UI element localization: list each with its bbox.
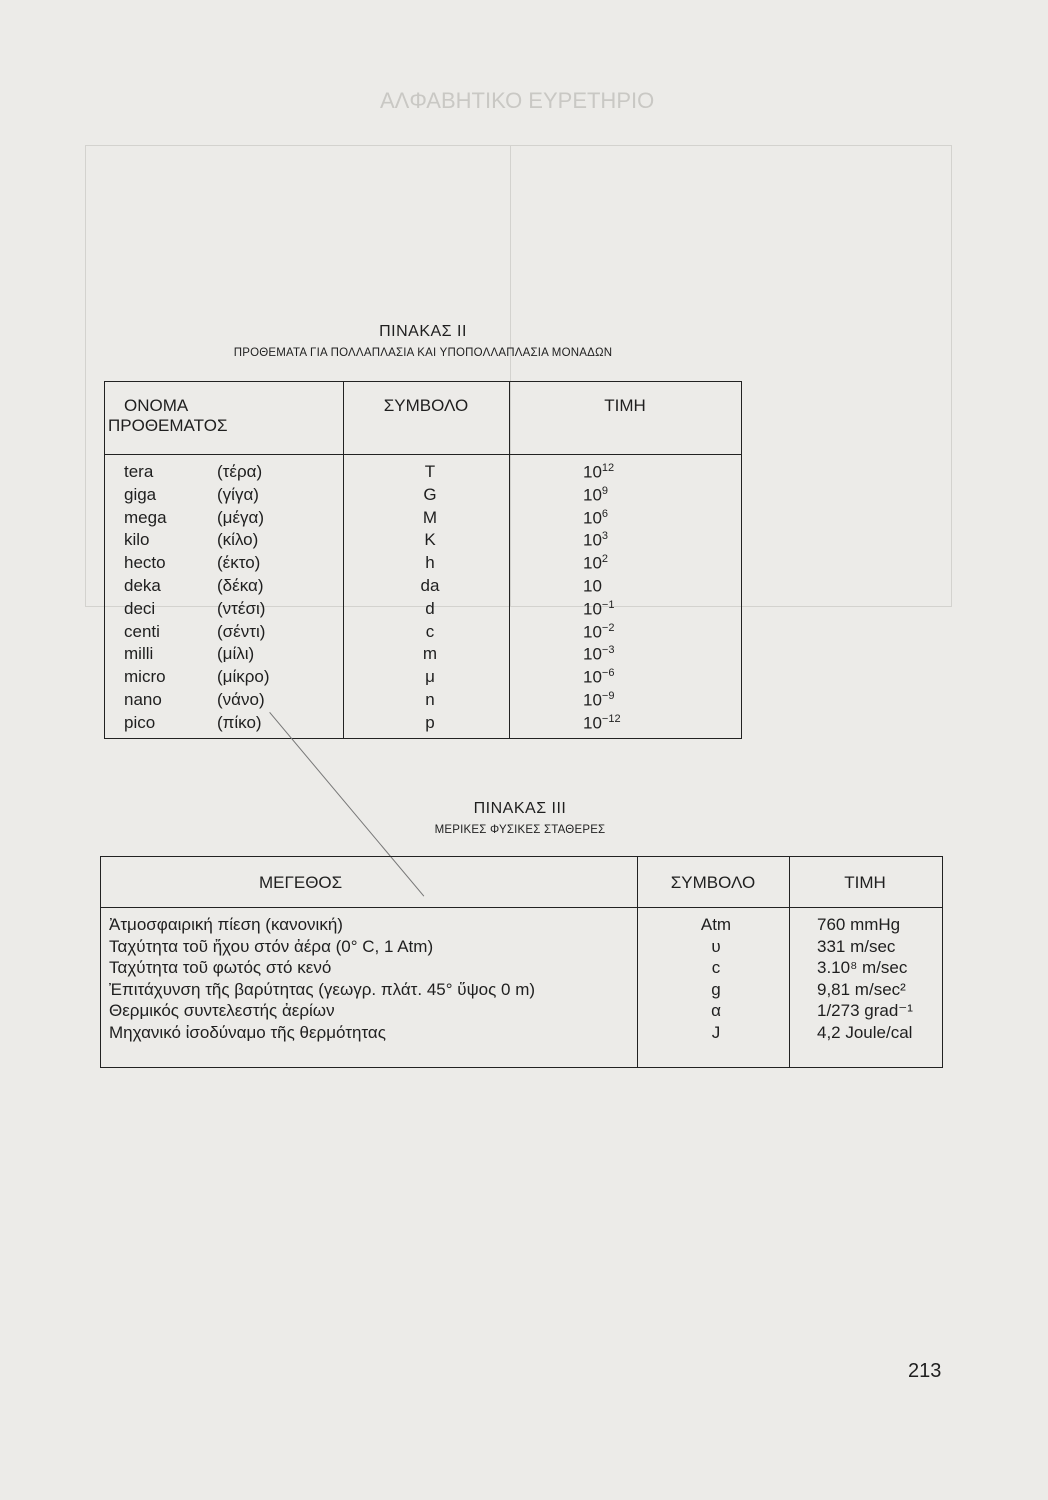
- constant-quantity: Ἐπιτάχυνση τῆς βαρύτητας (γεωγρ. πλάτ. 45° ὕψος 0 m): [109, 979, 536, 999]
- header-name-line2: ΠΡΟΘΕΜΑΤΟΣ: [108, 416, 228, 435]
- prefix-symbol: T: [424, 462, 436, 481]
- prefix-name: mega: [124, 507, 167, 527]
- prefix-name: nano: [124, 690, 162, 709]
- value-base: 10: [583, 667, 602, 687]
- header-value: ΤΙΜΗ: [844, 873, 886, 892]
- header-symbol: ΣΥΜΒΟΛΟ: [670, 873, 756, 892]
- header-divider: [101, 907, 942, 908]
- value-base: 10: [583, 645, 602, 665]
- page-number: 213: [908, 1360, 942, 1382]
- prefix-greek-name: (ντέσι): [217, 598, 266, 618]
- table2-subtitle: ΠΡΟΘΕΜΑΤΑ ΓΙΑ ΠΟΛΛΑΠΛΑΣΙΑ ΚΑΙ ΥΠΟΠΟΛΛΑΠΛΑΣΙΑ ΜΟΝΑΔΩΝ: [233, 347, 613, 359]
- table-row: [101, 958, 942, 980]
- value-exponent: −9: [601, 690, 615, 702]
- value-exponent: 12: [601, 462, 615, 474]
- table-row: [105, 690, 741, 713]
- prefix-greek-name: (κίλο): [217, 530, 259, 550]
- table-row: [105, 644, 741, 667]
- table-row: [105, 462, 741, 485]
- prefix-symbol: p: [425, 712, 435, 732]
- table-row: [105, 576, 741, 599]
- constant-quantity: Ταχύτητα τοῦ φωτός στό κενό: [109, 958, 332, 977]
- constant-value: 1/273 grad⁻¹: [817, 1001, 913, 1020]
- prefix-symbol: μ: [425, 667, 435, 687]
- table-row: [101, 937, 942, 959]
- prefix-greek-name: (πίκο): [217, 712, 262, 732]
- constant-symbol: J: [711, 1022, 721, 1042]
- prefix-value: [583, 690, 663, 711]
- table-row: [105, 599, 741, 622]
- constant-symbol: υ: [711, 936, 721, 956]
- constants-table: [100, 856, 943, 1068]
- table-row: [101, 1023, 942, 1045]
- table-row: [105, 485, 741, 508]
- prefix-value: [583, 485, 663, 506]
- value-exponent: −1: [601, 598, 615, 611]
- table-row: [105, 508, 741, 531]
- prefix-greek-name: (σέντι): [217, 621, 266, 641]
- prefix-greek-name: (νάνο): [217, 690, 265, 709]
- value-exponent: −2: [601, 621, 615, 634]
- value-base: 10: [583, 531, 602, 551]
- prefix-greek-name: (μίλι): [217, 644, 255, 664]
- prefix-name: kilo: [124, 530, 150, 550]
- constant-quantity: Ταχύτητα τοῦ ἤχου στόν ἀέρα (0° C, 1 Atm): [109, 936, 434, 956]
- prefix-value: [583, 644, 663, 665]
- prefix-name: giga: [124, 484, 157, 504]
- prefix-name: tera: [124, 462, 154, 481]
- table-row: [101, 980, 942, 1002]
- prefix-symbol: da: [420, 576, 440, 595]
- constant-value: 9,81 m/sec²: [817, 979, 906, 999]
- prefix-value: [583, 553, 663, 574]
- prefix-greek-name: (έκτο): [217, 553, 261, 573]
- value-base: 10: [583, 462, 602, 482]
- table-row: [105, 553, 741, 576]
- prefix-greek-name: (δέκα): [217, 576, 264, 595]
- prefix-greek-name: (μίκρο): [217, 667, 270, 687]
- table-row: [105, 622, 741, 645]
- header-quantity: ΜΕΓΕΘΟΣ: [259, 873, 343, 892]
- value-exponent: 6: [601, 507, 609, 520]
- prefix-symbol: d: [425, 598, 435, 618]
- prefix-table: [104, 381, 742, 739]
- showthrough-heading: ΑΛΦΑΒΗΤΙΚΟ ΕΥΡΕΤΗΡΙΟ: [380, 88, 655, 113]
- constant-symbol: c: [711, 958, 721, 977]
- prefix-symbol: h: [425, 553, 435, 573]
- prefix-value: [583, 576, 663, 597]
- prefix-name: milli: [124, 644, 154, 664]
- prefix-name: deka: [124, 576, 161, 595]
- header-value: ΤΙΜΗ: [604, 396, 646, 415]
- prefix-symbol: m: [422, 644, 438, 664]
- prefix-value: [583, 599, 663, 620]
- constant-symbol: α: [711, 1001, 721, 1020]
- value-base: 10: [583, 576, 602, 596]
- value-base: 10: [583, 713, 602, 733]
- prefix-symbol: c: [425, 621, 435, 641]
- value-exponent: −6: [601, 667, 615, 680]
- value-base: 10: [583, 485, 602, 505]
- prefix-greek-name: (τέρα): [217, 462, 263, 481]
- value-base: 10: [583, 599, 602, 619]
- header-symbol: ΣΥΜΒΟΛΟ: [383, 396, 469, 415]
- constant-symbol: Atm: [700, 915, 732, 934]
- table-row: [105, 713, 741, 736]
- prefix-value: [583, 667, 663, 688]
- prefix-name: deci: [124, 598, 156, 618]
- value-base: 10: [583, 553, 602, 573]
- prefix-name: pico: [124, 712, 156, 732]
- prefix-name: centi: [124, 621, 160, 641]
- prefix-greek-name: (γίγα): [217, 484, 259, 504]
- prefix-name: hecto: [124, 553, 166, 573]
- prefix-symbol: M: [422, 507, 438, 527]
- constant-quantity: Μηχανικό ἰσοδύναμο τῆς θερμότητας: [109, 1022, 386, 1042]
- prefix-value: [583, 462, 663, 483]
- prefix-name: micro: [124, 667, 166, 687]
- table-row: [101, 1001, 942, 1023]
- constant-quantity: Ἀτμοσφαιρική πίεση (κανονική): [109, 915, 343, 934]
- prefix-symbol: G: [423, 484, 437, 504]
- constant-value: 3.10⁸ m/sec: [817, 958, 908, 977]
- header-name-line1: ΟΝΟΜΑ: [124, 396, 189, 415]
- prefix-value: [583, 622, 663, 643]
- value-base: 10: [583, 690, 602, 710]
- constant-value: 4,2 Joule/cal: [817, 1022, 913, 1042]
- table3-title: ΠΙΝΑΚΑΣ ΙΙΙ: [473, 800, 567, 817]
- constant-value: 331 m/sec: [817, 936, 896, 956]
- prefix-greek-name: (μέγα): [217, 507, 265, 527]
- value-exponent: −3: [601, 644, 615, 657]
- value-exponent: 2: [601, 553, 609, 566]
- table-row: [101, 915, 942, 937]
- constant-symbol: g: [711, 979, 721, 999]
- constant-quantity: Θερμικός συντελεστής ἀερίων: [109, 1001, 335, 1020]
- table2-title: ΠΙΝΑΚΑΣ ΙΙ: [379, 323, 467, 340]
- value-exponent: 3: [601, 530, 609, 543]
- value-base: 10: [583, 622, 602, 642]
- table-row: [105, 530, 741, 553]
- value-base: 10: [583, 508, 602, 528]
- constant-value: 760 mmHg: [817, 915, 901, 934]
- value-exponent: −12: [601, 712, 621, 725]
- table-row: [105, 667, 741, 690]
- prefix-value: [583, 713, 663, 734]
- header-divider: [105, 454, 741, 455]
- prefix-symbol: K: [424, 530, 436, 550]
- prefix-value: [583, 530, 663, 551]
- table3-subtitle: ΜΕΡΙΚΕΣ ΦΥΣΙΚΕΣ ΣΤΑΘΕΡΕΣ: [434, 824, 606, 836]
- prefix-value: [583, 508, 663, 529]
- prefix-symbol: n: [425, 690, 435, 709]
- value-exponent: 9: [601, 484, 609, 497]
